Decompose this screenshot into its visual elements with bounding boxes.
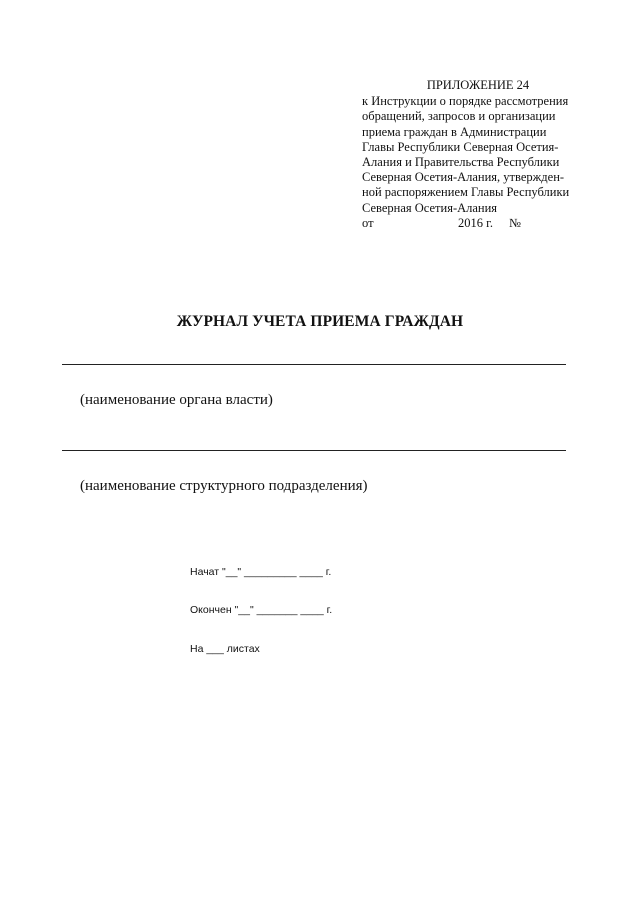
appendix-line: ной распоряжением Главы Республики xyxy=(362,185,570,200)
journal-title: ЖУРНАЛ УЧЕТА ПРИЕМА ГРАЖДАН xyxy=(176,313,464,330)
appendix-body xyxy=(362,94,584,216)
date-year: 2016 г. xyxy=(458,215,493,230)
appendix-date-line xyxy=(362,216,584,232)
sheets-count-line: На ___ листах xyxy=(190,643,260,655)
appendix-line: Главы Республики Северная Осетия- xyxy=(362,139,559,154)
appendix-line: приема граждан в Администрации xyxy=(362,124,547,139)
ended-date-line: Окончен "__" _______ ____ г. xyxy=(190,604,333,616)
number-sign: № xyxy=(509,215,521,230)
appendix-block xyxy=(362,78,584,232)
appendix-line: Северная Осетия-Алания xyxy=(362,200,498,215)
appendix-line: обращений, запросов и организации xyxy=(362,109,556,124)
authority-caption: (наименование органа власти) xyxy=(80,392,273,408)
date-prefix: от xyxy=(362,215,374,230)
appendix-line: Алания и Правительства Республики xyxy=(362,155,560,170)
appendix-line: к Инструкции о порядке рассмотрения xyxy=(362,94,569,109)
appendix-line: Северная Осетия-Алания, утвержден- xyxy=(362,170,565,185)
appendix-title: ПРИЛОЖЕНИЕ 24 xyxy=(426,78,530,92)
authority-name-line xyxy=(62,364,566,365)
division-caption: (наименование структурного подразделения) xyxy=(80,478,368,494)
division-name-line xyxy=(62,450,566,451)
started-date-line: Начат "__" _________ ____ г. xyxy=(190,566,332,578)
